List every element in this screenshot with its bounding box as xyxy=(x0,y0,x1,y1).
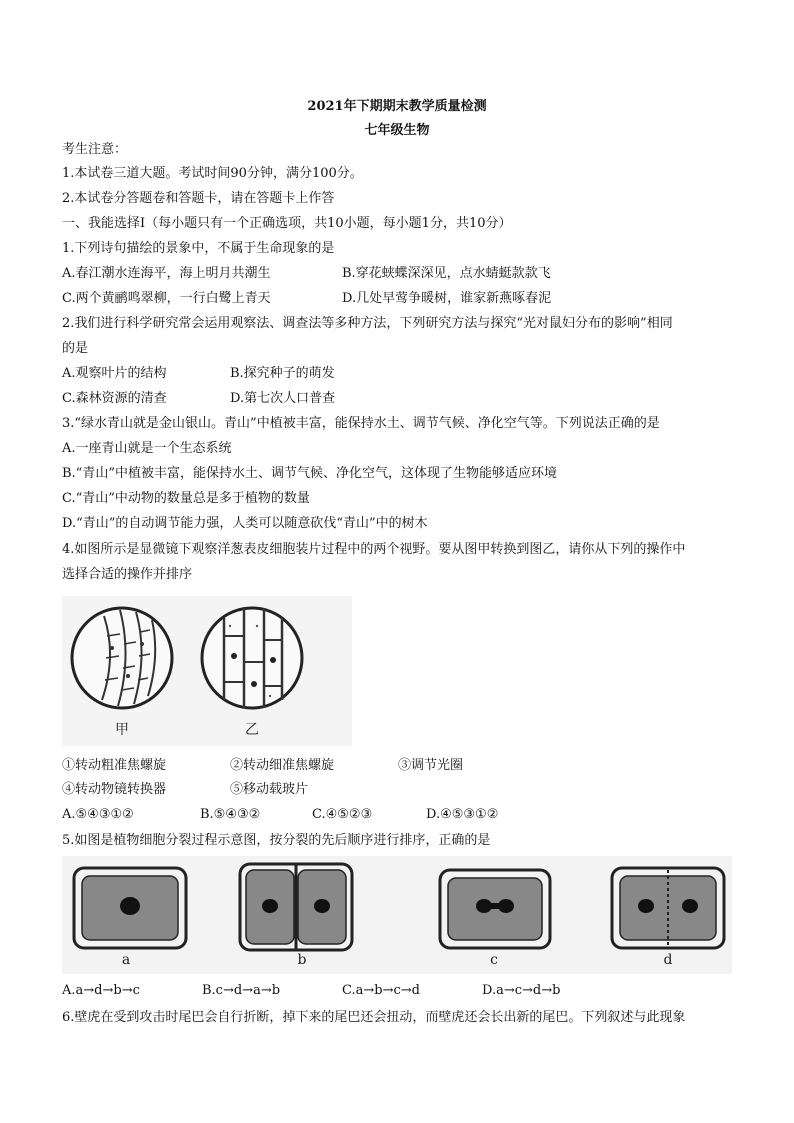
q3-option-a: A.一座青山就是一个生态系统 xyxy=(62,441,232,456)
cell-stage-b xyxy=(240,864,352,950)
q4-operation-2: ②转动细准焦螺旋 xyxy=(230,758,335,773)
q1-option-d: D.几处早莺争暖树，谁家新燕啄春泥 xyxy=(342,291,552,306)
notice-heading: 考生注意： xyxy=(62,142,128,157)
q2-stem-line2: 的是 xyxy=(62,341,89,356)
q2-option-a: A.观察叶片的结构 xyxy=(62,366,167,381)
q2-option-c: C.森林资源的清查 xyxy=(62,391,167,406)
q4-option-b: B.⑤④③② xyxy=(200,807,261,822)
view-yi xyxy=(202,608,302,708)
cell-stage-a xyxy=(74,868,186,948)
q5-option-d: D.a→c→d→b xyxy=(482,983,561,998)
q5-option-c: C.a→b→c→d xyxy=(342,983,420,998)
q4-operation-4: ④转动物镜转换器 xyxy=(62,782,167,797)
cell-stage-c xyxy=(440,870,550,948)
q4-option-d: D.④⑤③①② xyxy=(426,807,499,822)
q6-stem: 6.壁虎在受到攻击时尾巴会自行折断，掉下来的尾巴还会扭动，而壁虎还会长出新的尾巴。下列叙述与此现象 xyxy=(62,1010,686,1025)
notice-item-1: 1.本试卷三道大题。考试时间90分钟，满分100分。 xyxy=(62,166,363,181)
q2-stem-line1: 2.我们进行科学研究常会运用观察法、调查法等多种方法，下列研究方法与探究“光对鼠妇分布的影响”相同 xyxy=(62,316,673,331)
exam-subtitle: 七年级生物 xyxy=(364,123,430,138)
section-title: 一、我能选择Ⅰ（每小题只有一个正确选项，共10小题，每小题1分，共10分） xyxy=(62,216,512,231)
q4-stem-line2: 选择合适的操作并排序 xyxy=(62,567,193,582)
q4-operation-1: ①转动粗准焦螺旋 xyxy=(62,758,167,773)
cell-label-d: d xyxy=(663,952,673,968)
q3-option-c: C.“青山”中动物的数量总是多于植物的数量 xyxy=(62,491,310,506)
q3-stem: 3.“绿水青山就是金山银山。青山”中植被丰富，能保持水土、调节气候、净化空气等。下列说法正确的是 xyxy=(62,416,660,431)
q3-option-b: B.“青山”中植被丰富，能保持水土、调节气候、净化空气，这体现了生物能够适应环境 xyxy=(62,466,557,481)
q1-option-b: B.穿花蛱蝶深深见，点水蜻蜓款款飞 xyxy=(342,266,551,281)
q4-operation-3: ③调节光圈 xyxy=(398,758,464,773)
cell-division-figure xyxy=(62,856,732,974)
q2-option-d: D.第七次人口普查 xyxy=(230,391,336,406)
view-jia xyxy=(72,608,172,708)
q4-operation-5: ⑤移动载玻片 xyxy=(230,782,309,797)
view-label-jia: 甲 xyxy=(115,722,129,738)
q5-option-b: B.c→d→a→b xyxy=(202,983,281,998)
q1-stem: 1.下列诗句描绘的景象中，不属于生命现象的是 xyxy=(62,241,335,256)
exam-title: 2021年下期期末教学质量检测 xyxy=(307,99,487,114)
q5-option-a: A.a→d→b→c xyxy=(62,983,140,998)
q2-option-b: B.探究种子的萌发 xyxy=(230,366,335,381)
q3-option-d: D.“青山”的自动调节能力强，人类可以随意砍伐“青山”中的树木 xyxy=(62,516,428,531)
q5-stem: 5.如图是植物细胞分裂过程示意图，按分裂的先后顺序进行排序，正确的是 xyxy=(62,833,491,848)
microscope-views-figure xyxy=(62,596,352,746)
notice-item-2: 2.本试卷分答题卷和答题卡，请在答题卡上作答 xyxy=(62,191,335,206)
q1-option-c: C.两个黄鹂鸣翠柳，一行白鹭上青天 xyxy=(62,291,271,306)
q4-option-a: A.⑤④③①② xyxy=(62,807,134,822)
cell-label-c: c xyxy=(490,952,498,968)
cell-stage-d xyxy=(612,868,724,948)
q1-option-a: A.春江潮水连海平，海上明月共潮生 xyxy=(62,266,271,281)
view-label-yi: 乙 xyxy=(245,722,259,738)
q4-stem-line1: 4.如图所示是显微镜下观察洋葱表皮细胞装片过程中的两个视野。要从图甲转换到图乙，请你从下列的操作中 xyxy=(62,542,686,557)
cell-label-a: a xyxy=(121,952,131,968)
cell-label-b: b xyxy=(297,952,307,968)
q4-option-c: C.④⑤②③ xyxy=(312,807,373,822)
